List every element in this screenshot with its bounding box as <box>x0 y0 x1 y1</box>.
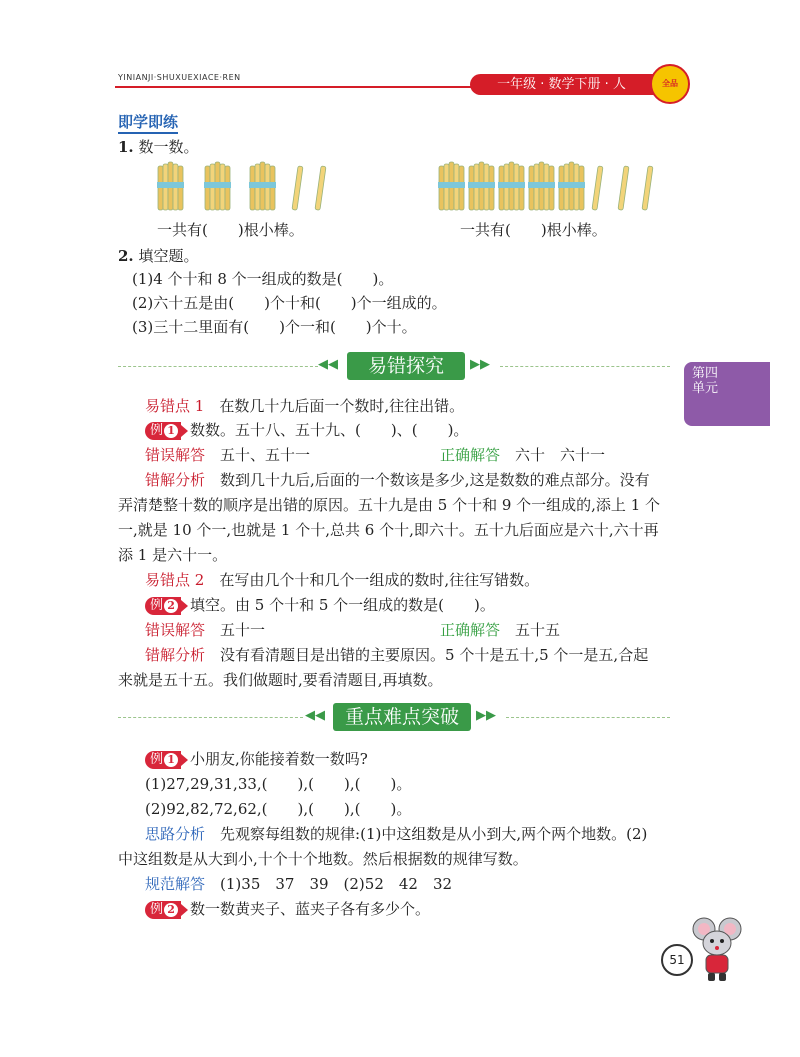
banner1-right-rule <box>500 366 670 368</box>
mistake1-analysis-line-1: 数到几十九后,后面的一个数该是多少,这是数数的难点部分。没有 <box>220 471 650 489</box>
mistake2-analysis-label: 错解分析 <box>145 646 206 664</box>
header-title: 一年级 · 数学下册 · 人 <box>497 77 626 92</box>
key2-example <box>145 898 430 919</box>
mistake1-right <box>440 444 605 465</box>
example-badge: 例 2 <box>145 901 181 919</box>
q1-text: 数一数。 <box>138 138 199 156</box>
sticks-right-illustration <box>433 158 663 214</box>
key1-answer-label: 规范解答 <box>145 875 206 893</box>
key1-example <box>145 748 368 769</box>
mouse-mascot-icon <box>688 915 748 985</box>
mistake2-analysis-line-2: 来就是五十五。我们做题时,要看清题目,再填数。 <box>118 671 443 689</box>
key1-item-2: (2)92,82,72,62,( ),( ),( )。 <box>145 800 412 818</box>
q1-right-answer: 一共有( )根小棒。 <box>460 221 607 239</box>
key1-item-1: (1)27,29,31,33,( ),( ),( )。 <box>145 775 412 793</box>
mistake1-example-text: 数数。五十八、五十九、( )、( )。 <box>190 421 469 439</box>
q2-line <box>118 245 198 266</box>
example-arrow-icon <box>181 904 188 916</box>
q1-line <box>118 136 198 157</box>
sticks-left-illustration <box>150 158 340 214</box>
page-number: 51 <box>661 944 693 976</box>
mistake1-wrong-label: 错误解答 <box>145 446 206 464</box>
mistake2-right-label: 正确解答 <box>440 621 501 639</box>
mistake2-label: 易错点 2 <box>145 571 205 589</box>
example-badge: 例 1 <box>145 751 181 769</box>
key1-example-text: 小朋友,你能接着数一数吗? <box>190 750 368 768</box>
header-subtitle: YINIANJI·SHUXUEXIACE·REN <box>118 73 241 82</box>
header-title-pill <box>470 74 675 95</box>
banner-mistakes: 易错探究 <box>347 352 465 380</box>
key1-analysis-line-2: 中这组数是从大到小,十个十个地数。然后根据数的规律写数。 <box>118 850 528 868</box>
mistake1-right-text: 六十 六十一 <box>515 446 606 464</box>
key1-answer-text: (1)35 37 39 (2)52 42 32 <box>220 875 453 893</box>
mistake1-analysis-label: 错解分析 <box>145 471 206 489</box>
mistake1-analysis-line-3: 一,就是 10 个一,也就是 1 个十,总共 6 个十,即六十。五十九后面应是六十,六十再 <box>118 521 659 539</box>
q2-item-3: (3)三十二里面有( )个一和( )个十。 <box>132 318 417 336</box>
mistake1-line <box>145 395 464 416</box>
example-arrow-icon <box>181 425 188 437</box>
mistake2-text: 在写由几个十和几个一组成的数时,往往写错数。 <box>219 571 540 589</box>
example-arrow-icon <box>181 754 188 766</box>
header-logo-badge <box>650 64 690 104</box>
banner-key-points: 重点难点突破 <box>333 703 471 731</box>
example-arrow-icon <box>181 600 188 612</box>
banner2-left-arrow-icon: ◀◀ <box>305 708 325 723</box>
banner2-right-arrow-icon: ▶▶ <box>476 708 496 723</box>
q2-text: 填空题。 <box>138 247 199 265</box>
key2-example-text: 数一数黄夹子、蓝夹子各有多少个。 <box>190 900 431 918</box>
mistake1-example <box>145 419 468 440</box>
unit-side-tab <box>684 362 770 426</box>
q2-item-1: (1)4 个十和 8 个一组成的数是( )。 <box>132 270 394 288</box>
mistake1-analysis-line-4: 添 1 是六十一。 <box>118 546 228 564</box>
banner1-left-rule <box>118 366 318 368</box>
banner2-left-rule <box>118 717 303 719</box>
mistake2-right-text: 五十五 <box>515 621 561 639</box>
header-logo-text: 全品 <box>662 79 678 88</box>
q2-label: 2. <box>118 247 134 265</box>
q1-left-answer: 一共有( )根小棒。 <box>157 221 304 239</box>
q2-item-2: (2)六十五是由( )个十和( )个一组成的。 <box>132 294 447 312</box>
mistake1-wrong-text: 五十、五十一 <box>220 446 311 464</box>
banner1-right-arrow-icon: ▶▶ <box>470 357 490 372</box>
mistake2-analysis-line-1: 没有看清题目是出错的主要原因。5 个十是五十,5 个一是五,合起 <box>220 646 649 664</box>
mistake1-label: 易错点 1 <box>145 397 205 415</box>
banner2-right-rule <box>506 717 670 719</box>
mistake1-analysis-line-2: 弄清楚整十数的顺序是出错的原因。五十九是由 5 个十和 9 个一组成的,添上 1 个 <box>118 496 661 514</box>
q1-label: 1. <box>118 138 134 156</box>
mistake1-wrong <box>145 444 310 465</box>
mistake1-text: 在数几十九后面一个数时,往往出错。 <box>219 397 465 415</box>
key1-analysis-label: 思路分析 <box>145 825 206 843</box>
mistake2-example <box>145 594 495 615</box>
key1-analysis-line-1: 先观察每组数的规律:(1)中这组数是从小到大,两个两个地数。(2) <box>220 825 648 843</box>
mistake1-analysis <box>145 469 650 490</box>
banner1-left-arrow-icon: ◀◀ <box>318 357 338 372</box>
mistake2-wrong <box>145 619 265 640</box>
mistake2-wrong-text: 五十一 <box>220 621 266 639</box>
mistake2-line <box>145 569 539 590</box>
mistake1-right-label: 正确解答 <box>440 446 501 464</box>
section-title-practice: 即学即练 <box>118 111 178 134</box>
mistake2-analysis <box>145 644 648 665</box>
example-badge: 例 1 <box>145 422 181 440</box>
mistake2-example-text: 填空。由 5 个十和 5 个一组成的数是( )。 <box>190 596 495 614</box>
key1-analysis <box>145 823 647 844</box>
mistake2-wrong-label: 错误解答 <box>145 621 206 639</box>
unit-side-tab-label: 第四单元 <box>692 366 719 396</box>
mistake2-right <box>440 619 560 640</box>
example-badge: 例 2 <box>145 597 181 615</box>
key1-answer <box>145 873 452 894</box>
